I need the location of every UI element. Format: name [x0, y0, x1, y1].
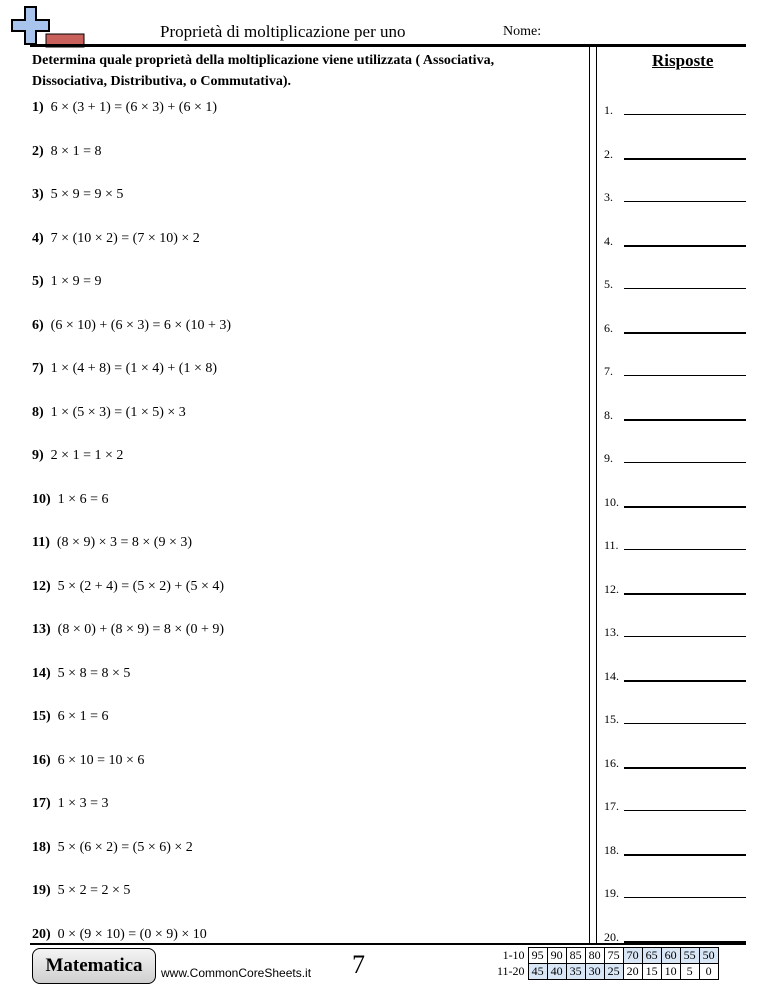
- problem-number: 9): [32, 448, 44, 463]
- answers-heading: Risposte: [652, 51, 714, 70]
- score-row: [494, 948, 718, 964]
- problem-item: [32, 231, 200, 247]
- answer-number: 5.: [604, 277, 613, 291]
- score-cell: 5: [680, 964, 699, 980]
- problem-expression: 1 × (4 + 8) = (1 × 4) + (1 × 8): [50, 361, 218, 376]
- answer-blank[interactable]: [624, 332, 746, 334]
- score-cell: 45: [528, 964, 547, 980]
- score-range-label: 11-20: [497, 964, 525, 978]
- problem-number: 11): [32, 535, 50, 550]
- score-cell: 15: [642, 964, 661, 980]
- problem-item: [32, 274, 101, 290]
- answer-number: 16.: [604, 755, 619, 770]
- score-cell: 95: [528, 948, 547, 964]
- instructions: Determina quale proprietà della moltiplicazione viene utilizzata ( Associativa, Dissociativa, Distributiva, o Commutativa).: [32, 53, 495, 89]
- problem-expression: 5 × (6 × 2) = (5 × 6) × 2: [57, 839, 193, 855]
- problem-item: [32, 100, 217, 116]
- problem-expression: 7 × (10 × 2) = (7 × 10) × 2: [50, 230, 200, 246]
- problem-item: [32, 622, 224, 638]
- problem-number: 17): [32, 796, 51, 811]
- score-row: [494, 964, 718, 980]
- score-cell: 30: [585, 964, 604, 980]
- problem-number: 10): [32, 491, 51, 507]
- site-url: www.CommonCoreSheets.it: [161, 966, 312, 980]
- answer-blank[interactable]: [624, 810, 746, 811]
- problem-expression: (8 × 9) × 3 = 8 × (9 × 3): [56, 535, 193, 550]
- plus-logo-icon: [8, 4, 86, 48]
- answer-blank[interactable]: [624, 462, 746, 463]
- score-cell: 25: [604, 964, 623, 980]
- answer-number: 6.: [604, 320, 613, 335]
- score-cell: 35: [566, 964, 585, 980]
- problem-expression: 8 × 1 = 8: [50, 143, 102, 159]
- score-cell: 80: [585, 948, 604, 964]
- answer-blank[interactable]: [624, 680, 746, 682]
- answer-blank[interactable]: [624, 593, 746, 595]
- problem-number: 7): [32, 361, 44, 376]
- score-cell: 0: [699, 964, 718, 980]
- answer-number: 14.: [604, 668, 619, 683]
- score-cell: 60: [661, 948, 680, 964]
- answer-blank[interactable]: [624, 897, 746, 898]
- name-label: Nome:: [503, 24, 542, 39]
- answer-number: 18.: [604, 842, 619, 857]
- problem-item: [32, 666, 130, 682]
- problem-expression: 5 × 9 = 9 × 5: [50, 187, 124, 202]
- answer-blank[interactable]: [624, 767, 746, 769]
- problem-item: [32, 535, 192, 551]
- answer-number: 1.: [604, 103, 613, 117]
- score-cell: 75: [604, 948, 623, 964]
- problem-expression: 1 × 6 = 6: [57, 491, 109, 507]
- problem-number: 20): [32, 926, 51, 942]
- header-rule: [30, 44, 746, 47]
- problem-item: [32, 709, 108, 725]
- score-cell: 55: [680, 948, 699, 964]
- problem-item: [32, 753, 144, 769]
- problem-item: [32, 840, 193, 856]
- matematica-badge: Matematica: [32, 948, 156, 984]
- answer-blank[interactable]: [624, 419, 746, 421]
- answer-blank[interactable]: [624, 854, 746, 856]
- problem-number: 18): [32, 839, 51, 855]
- problem-item: [32, 187, 123, 203]
- answer-number: 9.: [604, 451, 613, 465]
- answer-number: 2.: [604, 146, 613, 161]
- answer-number: 7.: [604, 364, 613, 378]
- answer-number: 3.: [604, 190, 613, 204]
- score-cell: 50: [699, 948, 718, 964]
- problem-number: 6): [32, 317, 44, 333]
- answer-number: 15.: [604, 712, 619, 726]
- answer-blank[interactable]: [624, 114, 746, 115]
- problem-expression: 1 × 3 = 3: [57, 796, 109, 811]
- problem-number: 15): [32, 709, 51, 724]
- column-divider: [589, 46, 597, 943]
- problem-number: 19): [32, 883, 51, 898]
- problem-number: 5): [32, 274, 44, 289]
- problem-number: 14): [32, 665, 51, 681]
- score-cell: 85: [566, 948, 585, 964]
- problem-expression: 0 × (9 × 10) = (0 × 9) × 10: [57, 926, 207, 942]
- problem-number: 2): [32, 143, 44, 159]
- answer-blank[interactable]: [624, 201, 746, 202]
- answer-blank[interactable]: [624, 636, 746, 637]
- problem-number: 12): [32, 578, 51, 594]
- score-cell: 40: [547, 964, 566, 980]
- problem-expression: 2 × 1 = 1 × 2: [50, 448, 124, 463]
- problem-item: [32, 927, 207, 943]
- answer-number: 11.: [604, 538, 619, 552]
- answer-number: 10.: [604, 494, 619, 509]
- problem-item: [32, 448, 123, 464]
- score-range-label: 1-10: [502, 948, 525, 962]
- answer-blank[interactable]: [624, 549, 746, 550]
- answer-number: 12.: [604, 581, 619, 596]
- answer-blank[interactable]: [624, 288, 746, 289]
- problem-expression: 5 × 2 = 2 × 5: [57, 883, 131, 898]
- answer-number: 8.: [604, 407, 613, 422]
- answer-number: 19.: [604, 886, 619, 900]
- score-table: [494, 947, 719, 980]
- worksheet-title: Proprietà di moltiplicazione per uno: [160, 22, 406, 41]
- answer-blank[interactable]: [624, 723, 746, 724]
- problem-expression: 6 × (3 + 1) = (6 × 3) + (6 × 1): [50, 100, 218, 115]
- score-cell: 20: [623, 964, 642, 980]
- score-cell: 70: [623, 948, 642, 964]
- problem-item: [32, 318, 231, 334]
- problem-expression: (8 × 0) + (8 × 9) = 8 × (0 + 9): [57, 622, 225, 637]
- problem-item: [32, 579, 224, 595]
- problem-expression: 6 × 10 = 10 × 6: [57, 752, 145, 768]
- problem-item: [32, 361, 217, 377]
- problem-item: [32, 796, 108, 812]
- problem-item: [32, 144, 101, 160]
- answer-number: 20.: [604, 929, 619, 944]
- answer-number: 13.: [604, 625, 619, 639]
- problem-number: 13): [32, 622, 51, 637]
- score-cell: 10: [661, 964, 680, 980]
- problem-item: [32, 883, 130, 899]
- answer-blank[interactable]: [624, 245, 746, 247]
- score-cell: 65: [642, 948, 661, 964]
- answer-blank[interactable]: [624, 506, 746, 508]
- problem-number: 4): [32, 230, 44, 246]
- problem-expression: 6 × 1 = 6: [57, 709, 109, 724]
- problem-number: 16): [32, 752, 51, 768]
- problem-number: 1): [32, 100, 44, 115]
- problem-expression: 5 × (2 + 4) = (5 × 2) + (5 × 4): [57, 578, 225, 594]
- problem-item: [32, 492, 108, 508]
- page-number: 7: [352, 950, 365, 979]
- problem-number: 8): [32, 404, 44, 420]
- answer-blank[interactable]: [624, 375, 746, 376]
- problem-expression: 1 × (5 × 3) = (1 × 5) × 3: [50, 404, 186, 420]
- footer-rule: [30, 943, 746, 945]
- answer-number: 17.: [604, 799, 619, 813]
- problem-number: 3): [32, 187, 44, 202]
- problem-expression: (6 × 10) + (6 × 3) = 6 × (10 + 3): [50, 317, 232, 333]
- answer-number: 4.: [604, 233, 613, 248]
- answer-blank[interactable]: [624, 158, 746, 160]
- problem-expression: 1 × 9 = 9: [50, 274, 102, 289]
- problem-item: [32, 405, 186, 421]
- problem-expression: 5 × 8 = 8 × 5: [57, 665, 131, 681]
- score-cell: 90: [547, 948, 566, 964]
